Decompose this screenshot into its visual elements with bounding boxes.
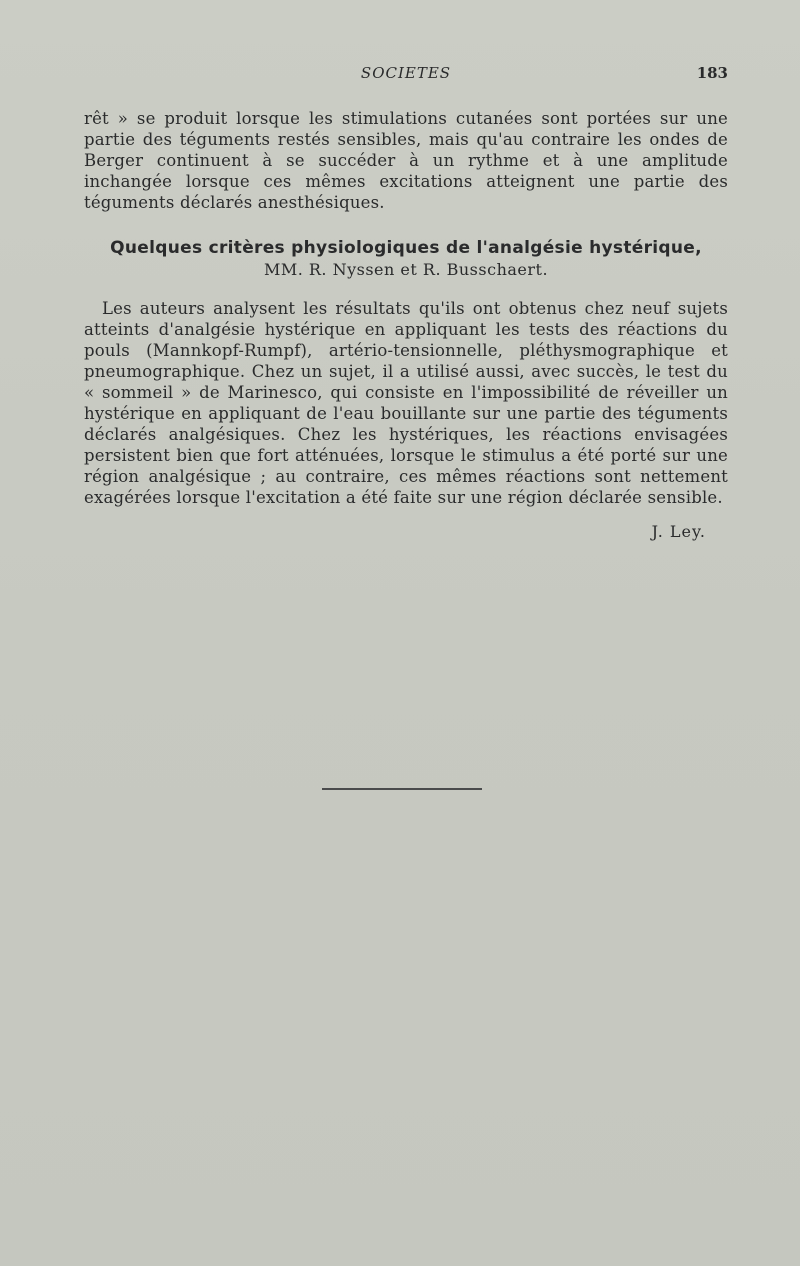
reviewer-signature: J. Ley. — [651, 522, 706, 541]
article-title: Quelques critères physiologiques de l'analgésie hystérique, — [110, 238, 702, 258]
section-divider — [322, 788, 482, 790]
running-title: SOCIETES — [360, 64, 452, 82]
running-header — [84, 64, 728, 86]
article-authors: MM. R. Nyssen et R. Busschaert. — [263, 260, 549, 279]
page-number: 183 — [696, 64, 728, 82]
article-body: Les auteurs analysent les résultats qu'ils ont obtenus chez neuf sujets atteints d'analgésie hystérique en appliquant les tests des réactions du pouls (Mannkopf-Rumpf), artério-tensionnelle, pléthysmographique et pneumographique. Chez un sujet, il a utilisé aussi, avec succès, le test du « sommeil » de Marinesco, qui consiste en l'impossibilité de réveiller un hystérique en appliquant de l'eau bouillante sur une partie des téguments déclarés analgésiques. Chez les hystériques, les réactions envisagées persistent bien que fort atténuées, lorsque le stimulus a été porté sur une région analgésique ; au contraire, ces mêmes réactions sont nettement exagérées lorsque l'excitation a été faite sur une région déclarée sensible. — [84, 299, 728, 507]
continuation-paragraph: rêt » se produit lorsque les stimulations cutanées sont portées sur une partie des téguments restés sensibles, mais qu'au contraire les ondes de Berger continuent à se succéder à un rythme et à une amplitude inchangée lorsque ces mêmes excitations atteignent une partie des téguments déclarés anesthésiques. — [84, 109, 728, 212]
